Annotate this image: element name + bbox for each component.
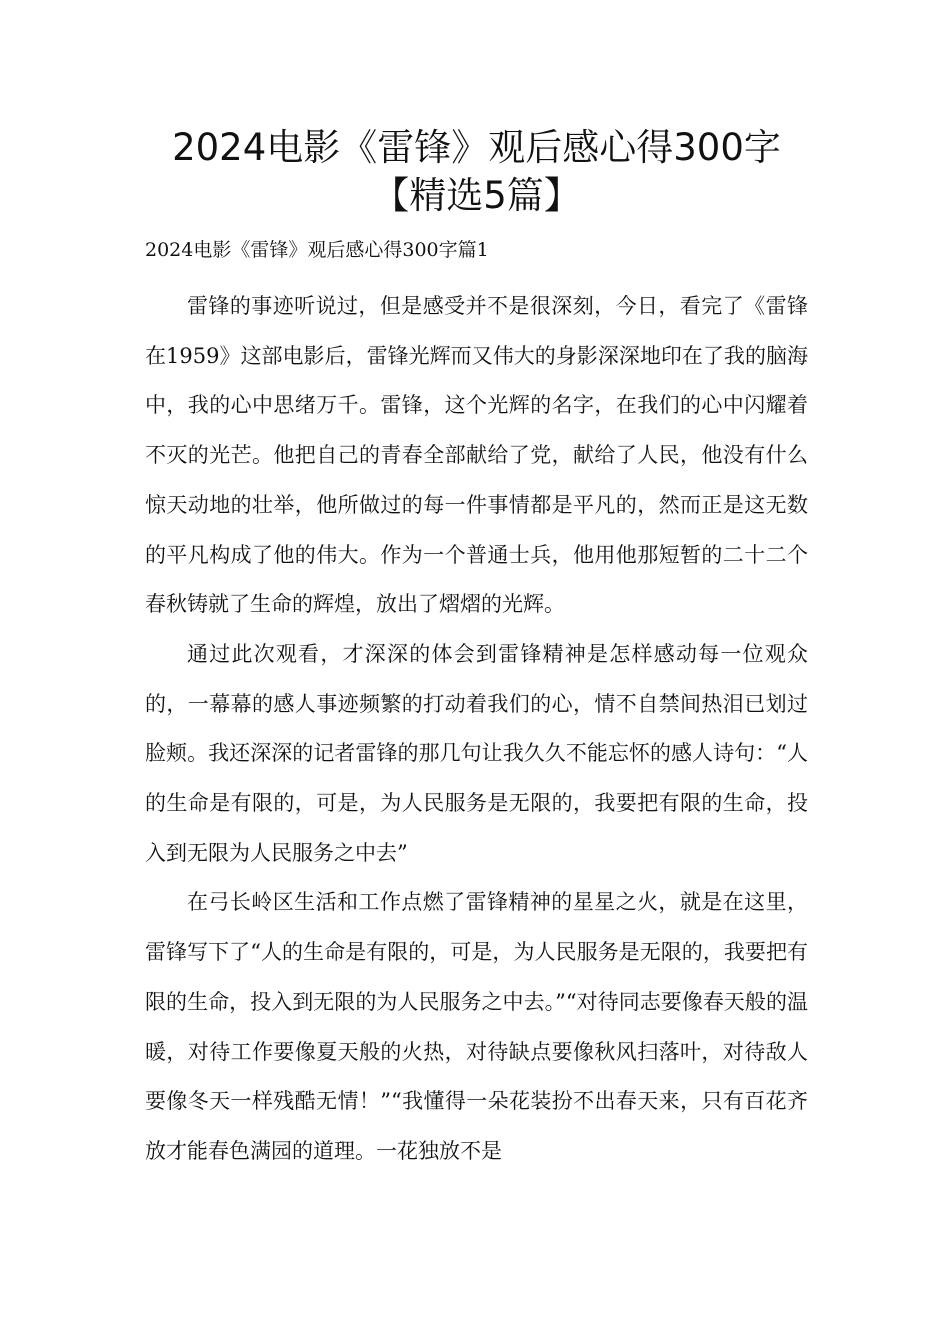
paragraph-3: 在弓长岭区生活和工作点燃了雷锋精神的星星之火，就是在这里，雷锋写下了“人的生命是有限的，可是，为人民服务是无限的，我要把有限的生命，投入到无限的为人民服务之中去。”“对待同志要像春天般的温暖，对待工作要像夏天般的火热，对待缺点要像秋风扫落叶，对待敌人要像冬天一样残酷无情！”“我懂得一朵花装扮不出春天来，只有百花齐放才能春色满园的道理。一花独放不是: [145, 890, 808, 1163]
paragraph-2: 通过此次观看，才深深的体会到雷锋精神是怎样感动每一位观众的，一幕幕的感人事迹频繁的打动着我们的心，情不自禁间热泪已划过脸颊。我还深深的记者雷锋的那几句让我久久不能忘怀的感人诗句：“人的生命是有限的，可是，为人民服务是无限的，我要把有限的生命，投入到无限为人民服务之中去”: [145, 641, 808, 865]
paragraph-1: 雷锋的事迹听说过，但是感受并不是很深刻，今日，看完了《雷锋在1959》这部电影后，雷锋光辉而又伟大的身影深深地印在了我的脑海中，我的心中思绪万千。雷锋，这个光辉的名字，在我们的心中闪耀着不灭的光芒。他把自己的青春全部献给了党，献给了人民，他没有什么惊天动地的壮举，他所做过的每一件事情都是平凡的，然而正是这无数的平凡构成了他的伟大。作为一个普通士兵，他用他那短暂的二十二个春秋铸就了生命的辉煌，放出了熠熠的光辉。: [145, 294, 808, 617]
document-title: [145, 124, 808, 220]
title-line-2: 【精选5篇】: [372, 174, 581, 217]
title-line-1: 2024电影《雷锋》观后感心得300字: [172, 126, 781, 169]
section-heading: 2024电影《雷锋》观后感心得300字篇1: [145, 239, 489, 261]
